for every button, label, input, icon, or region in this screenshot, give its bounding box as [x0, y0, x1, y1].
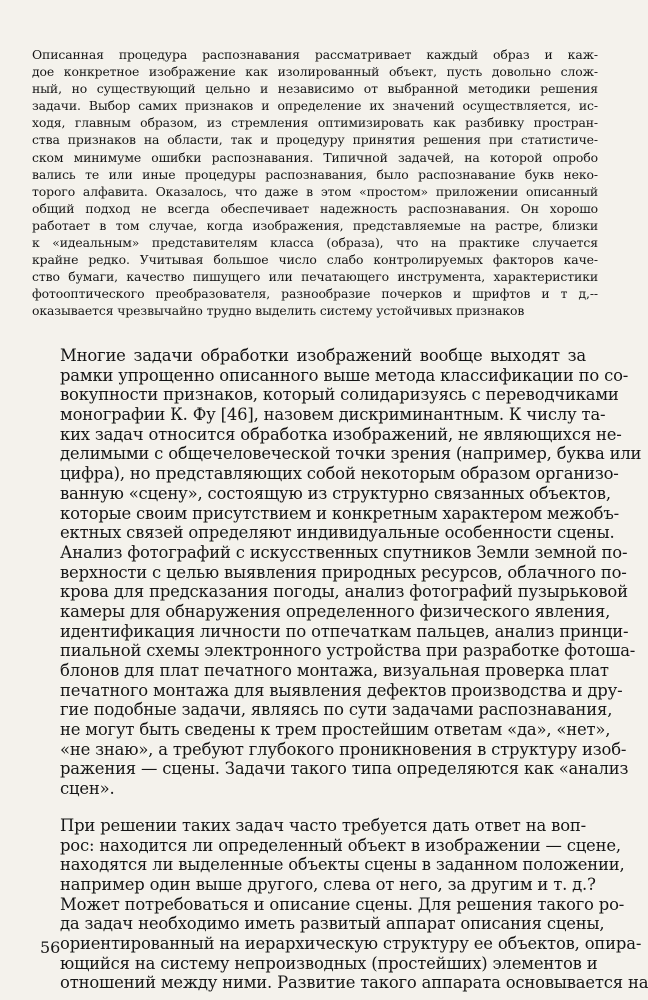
text-line: делимыми с общечеловеческой точки зрения (например, буква или — [60, 444, 642, 464]
text-line: При решении таких задач часто требуется дать ответ на воп- — [60, 815, 586, 835]
small-print-line: к «идеальным» представителям класса (образа), что на практике случается — [32, 235, 598, 251]
text-line: ектных связей определяют индивидуальные особенности сцены. — [60, 523, 615, 543]
text-line: монографии К. Фу [46], назовем дискриминантным. К числу та- — [60, 405, 606, 425]
text-line: ющийся на систему непроизводных (простейших) элементов и — [60, 953, 598, 973]
small-print-line: задачи. Выбор самих признаков и определение их значений осуществляется, ис- — [32, 98, 598, 114]
text-line: идентификация личности по отпечаткам пальцев, анализ принци- — [60, 621, 629, 641]
small-print-line: фотооптического преобразователя, разнообразие почерков и шрифтов и т д,-- — [32, 286, 598, 302]
text-line: рамки упрощенно описанного выше метода классификации по со- — [60, 365, 629, 385]
text-line: ориентированный на иерархическую структуру ее объектов, опира- — [60, 933, 642, 953]
text-line: например один выше другого, слева от него, за другим и т. д.? — [60, 874, 596, 894]
text-line: которые своим присутствием и конкретным характером межобъ- — [60, 503, 619, 523]
text-line: не могут быть сведены к трем простейшим ответам «да», «нет», — [60, 720, 611, 740]
small-print-line: крайне редко. Учитывая большое число слабо контролируемых факторов каче- — [32, 252, 598, 268]
small-print-line: ство бумаги, качество пишущего или печатающего инструмента, характеристики — [32, 269, 598, 285]
page-number: 56 — [40, 938, 61, 957]
small-print-line: вались те или иные процедуры распознавания, было распознавание букв неко- — [32, 166, 598, 182]
small-print-line: ства признаков на области, так и процедуру принятия решения при статистиче- — [32, 132, 598, 148]
text-line: ражения — сцены. Задачи такого типа определяются как «анализ — [60, 759, 629, 779]
main-paragraph-2 — [60, 815, 648, 993]
text-line: ванную «сцену», состоящую из структурно связанных объектов, — [60, 483, 611, 503]
main-text — [60, 346, 648, 993]
text-line: Анализ фотографий с искусственных спутников Земли земной по- — [60, 542, 628, 562]
small-print-line: Описанная процедура распознавания рассматривает каждый образ и каж- — [32, 47, 598, 62]
text-line: Многие задачи обработки изображений вообще выходят за — [60, 346, 586, 365]
text-line: крова для предсказания погоды, анализ фотографий пузырьковой — [60, 582, 628, 602]
small-print-line: ском минимуме ошибки распознавания. Типичной задачей, на которой опробо — [32, 149, 598, 165]
text-line: ких задач относится обработка изображений, не являющихся не- — [60, 424, 622, 444]
text-line: камеры для обнаружения определенного физического явления, — [60, 601, 611, 621]
text-line: печатного монтажа для выявления дефектов производства и дру- — [60, 680, 623, 700]
small-print-line: работает в том случае, когда изображения, представляемые на растре, близки — [32, 217, 598, 233]
main-paragraph-1 — [60, 346, 642, 799]
text-line: Может потребоваться и описание сцены. Для решения такого ро- — [60, 894, 625, 914]
text-line: отношений между ними. Развитие такого аппарата основывается на — [60, 973, 648, 993]
text-line: «не знаю», а требуют глубокого проникновения в структуру изоб- — [60, 739, 627, 759]
small-print-line: торого алфавита. Оказалось, что даже в этом «простом» приложении описанный — [32, 183, 598, 199]
text-line: находятся ли выделенные объекты сцены в заданном положении, — [60, 855, 625, 875]
paragraph-gap — [60, 799, 586, 816]
small-print-line: дое конкретное изображение как изолированный объект, пусть довольно слож- — [32, 64, 598, 80]
small-print-line: оказывается чрезвычайно трудно выделить систему устойчивых признаков — [32, 303, 525, 319]
text-line: рос: находится ли определенный объект в изображении — сцене, — [60, 835, 621, 855]
text-line: гие подобные задачи, являясь по сути задачами распознавания, — [60, 700, 613, 720]
small-print-line: ходя, главным образом, из стремления оптимизировать как разбивку простран- — [32, 115, 598, 131]
small-print-line: ный, но существующий цельно и независимо от выбранной методики решения — [32, 81, 598, 97]
text-line: верхности с целью выявления природных ресурсов, облачного по- — [60, 562, 627, 582]
text-line: вокупности признаков, который солидаризуясь с переводчиками — [60, 385, 619, 405]
text-line: пиальной схемы электронного устройства при разработке фотоша- — [60, 641, 636, 661]
small-print-line: общий подход не всегда обеспечивает надежность распознавания. Он хорошо — [32, 200, 598, 216]
small-print-paragraph — [32, 46, 598, 320]
text-line: блонов для плат печатного монтажа, визуальная проверка плат — [60, 661, 609, 680]
text-line: цифра), но представляющих собой некоторым образом организо- — [60, 464, 619, 484]
text-line: сцен». — [60, 779, 115, 799]
text-line: да задач необходимо иметь развитый аппарат описания сцены, — [60, 914, 605, 934]
